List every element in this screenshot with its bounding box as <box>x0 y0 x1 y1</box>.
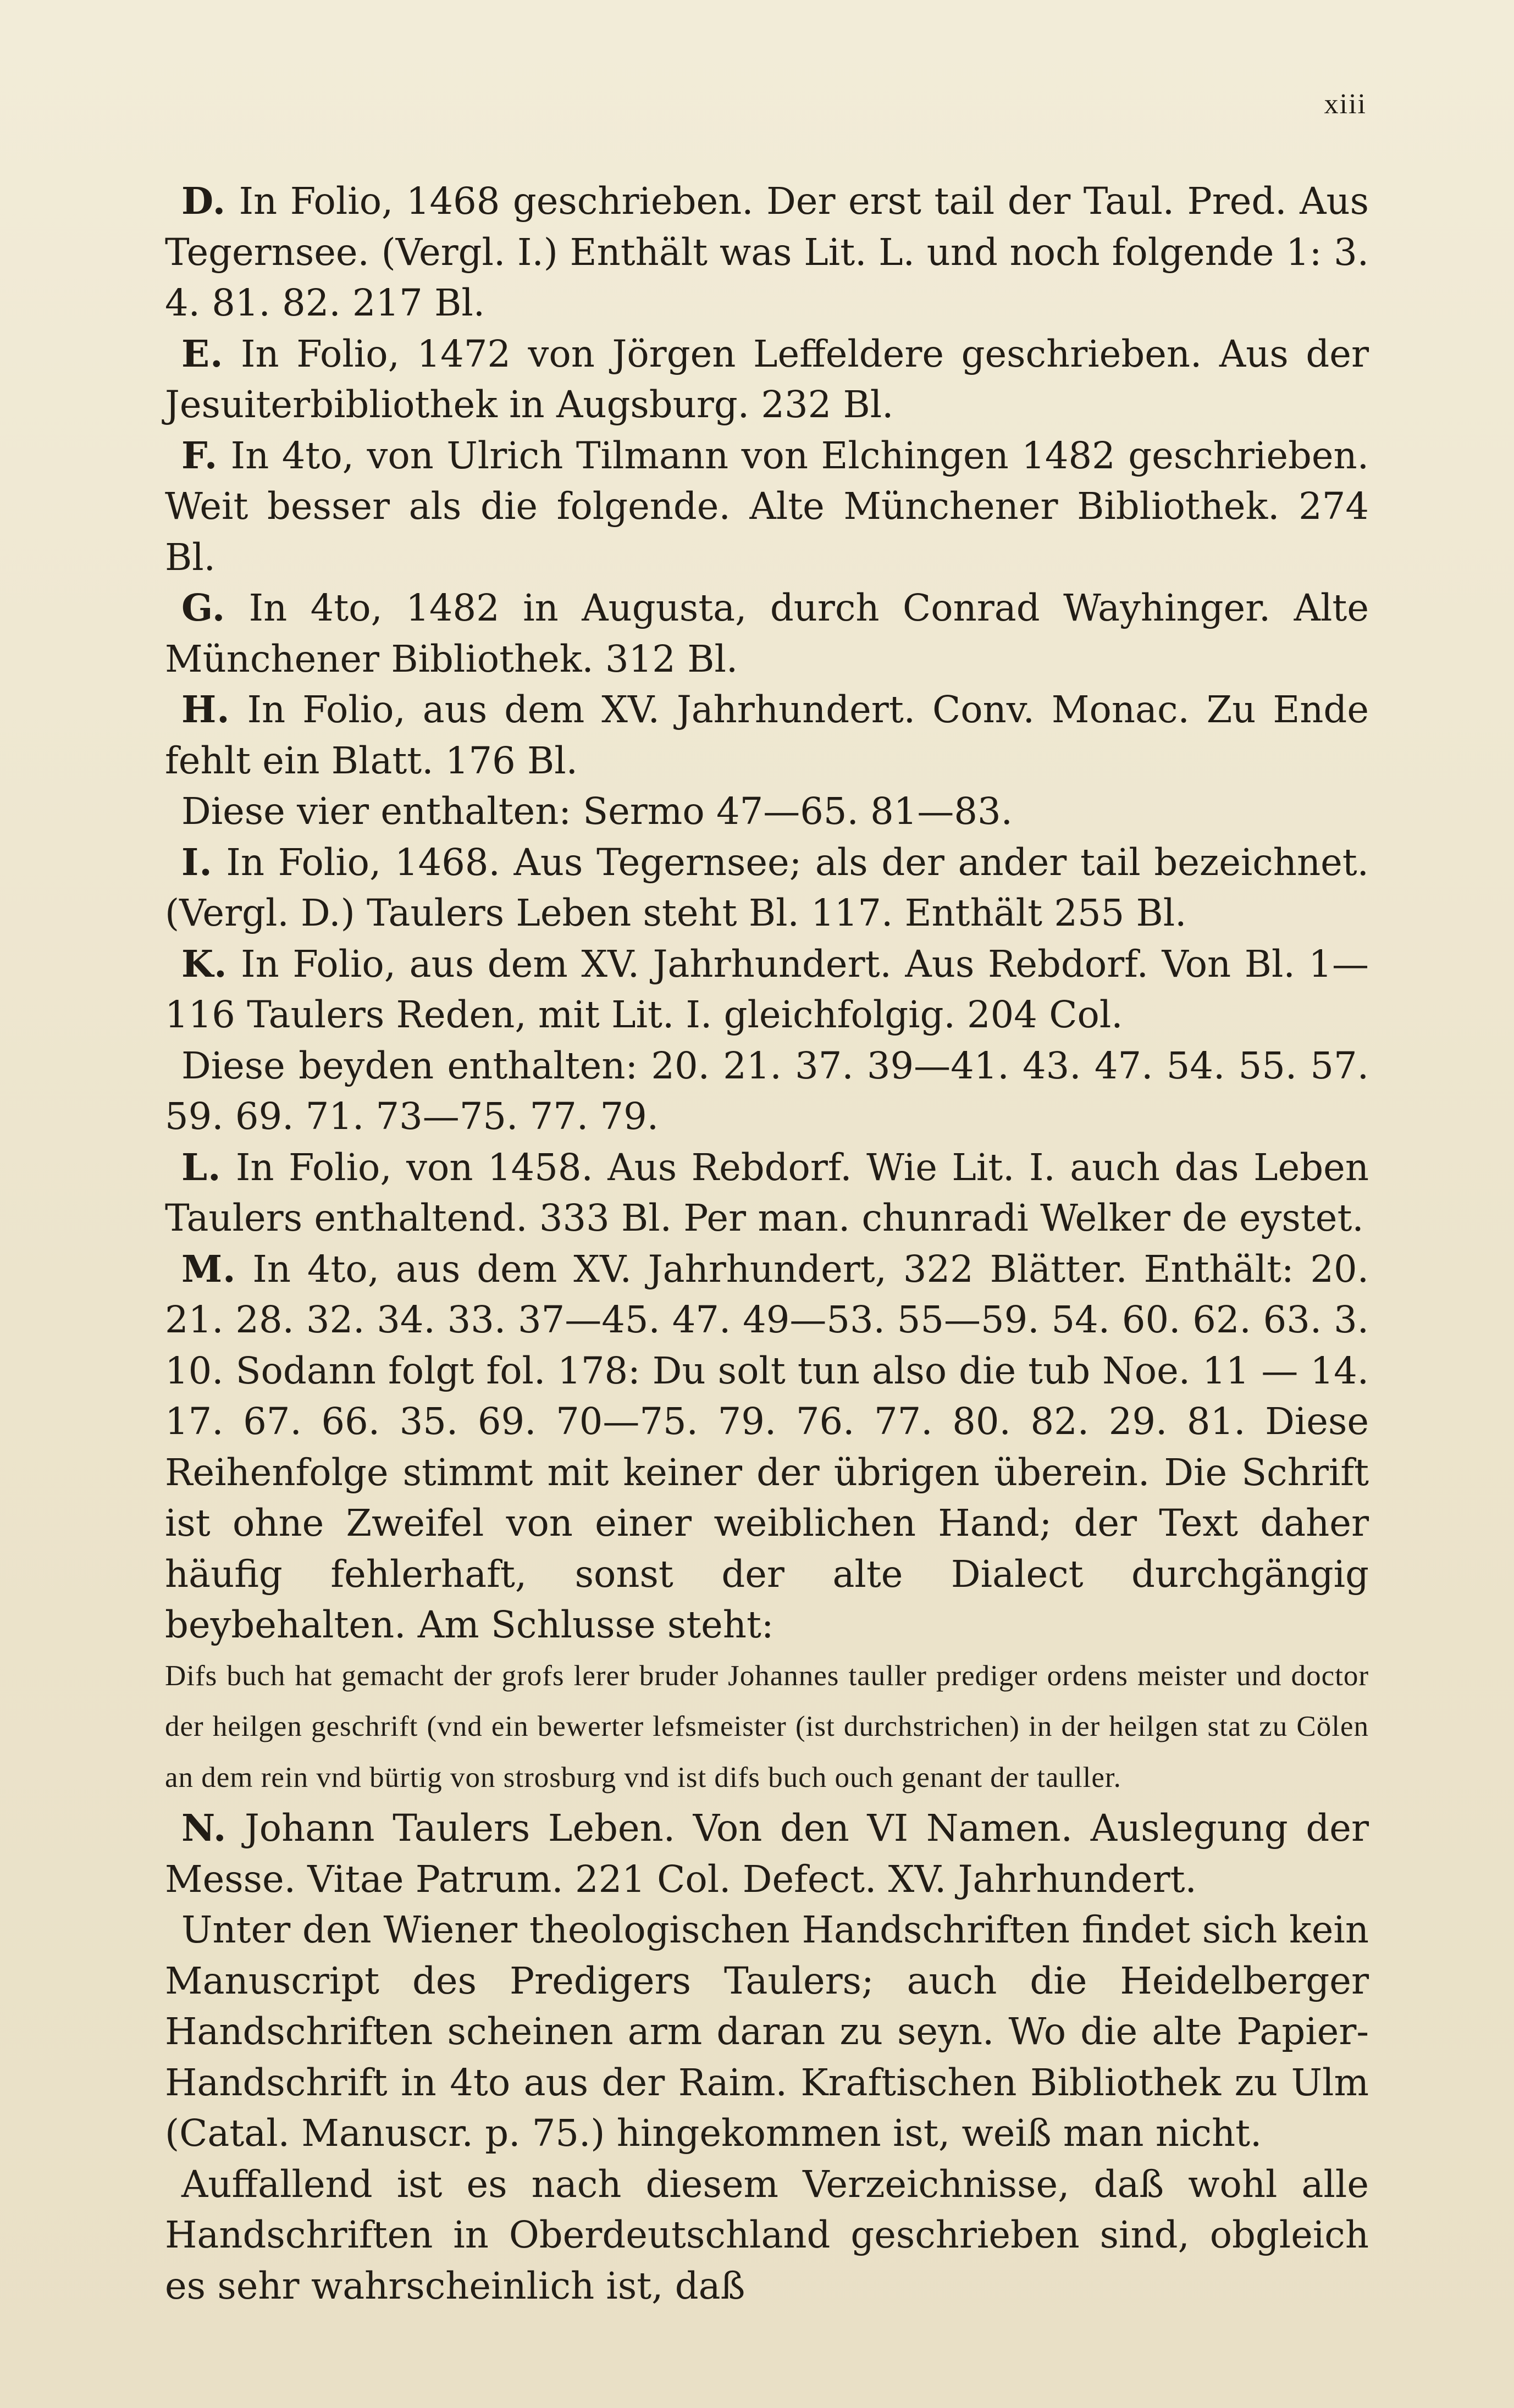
manuscript-entry-l <box>165 1142 1369 1244</box>
entry-text: In Folio, von 1458. Aus Rebdorf. Wie Lit. I. auch das Leben Taulers enthaltend. 333 Bl. Per man. chunradi Welker de eystet. <box>165 1145 1369 1239</box>
manuscript-entry-i <box>165 837 1369 939</box>
entry-text: In 4to, von Ulrich Tilmann von Elchingen 1482 geschrieben. Weit besser als die folgende. Alte Münchener Bibliothek. 274 Bl. <box>165 434 1369 579</box>
summary-i-k: Diese beyden enthalten: 20. 21. 37. 39—41. 43. 47. 54. 55. 57. 59. 69. 71. 73—75. 77. 79. <box>165 1044 1369 1138</box>
summary-d-h: Diese vier enthalten: Sermo 47—65. 81—83. <box>181 790 1013 833</box>
entry-label: I. <box>181 840 213 884</box>
manuscript-entry-f <box>165 430 1369 583</box>
entry-label: K. <box>181 942 228 986</box>
entry-text: In 4to, aus dem XV. Jahrhundert, 322 Blätter. Enthält: 20. 21. 28. 32. 34. 33. 37—45. 47. 49—53. 55—59. 54. 60. 62. 63. 3. 10. Sodann folgt fol. 178: Du solt tun also die tub Noe. 11 — 14. 17. 67. 66. 35. 69. 70—75. 79. 76. 77. 80. 82. 29. 81. Diese Reihenfolge stimmt mit keiner der übrigen überein. Die Schrift ist ohne Zweifel von einer weiblichen Hand; der Text daher häufig fehlerhaft, sonst der alte Dialect durchgängig beybehalten. Am Schlusse steht: <box>165 1247 1369 1646</box>
entry-label: M. <box>181 1247 236 1291</box>
entry-label: F. <box>181 433 218 477</box>
entry-text: Johann Taulers Leben. Von den VI Namen. Auslegung der Messe. Vitae Patrum. 221 Col. Defect. XV. Jahrhundert. <box>165 1807 1369 1901</box>
entry-text: In Folio, 1468 geschrieben. Der erst tail der Taul. Pred. Aus Tegernsee. (Vergl. I.) Enthält was Lit. L. und noch folgende 1: 3. 4. 81. 82. 217 Bl. <box>165 180 1369 324</box>
manuscript-entry-n <box>165 1803 1369 1905</box>
entry-text: In Folio, 1468. Aus Tegernsee; als der ander tail bezeichnet. (Vergl. D.) Taulers Leben steht Bl. 117. Enthält 255 Bl. <box>165 840 1369 934</box>
manuscript-entry-h <box>165 684 1369 786</box>
colophon-quote: Difs buch hat gemacht der grofs lerer bruder Johannes tauller prediger ordens meister und doctor der heilgen geschrift (vnd ein bewerter lefsmeister (ist durchstrichen) in der heilgen stat zu Cölen an dem rein vnd bürtig von strosburg vnd ist difs buch ouch genant der tauller. <box>165 1659 1369 1793</box>
page-body <box>165 176 1369 2311</box>
entry-label: G. <box>181 586 226 629</box>
paragraph-vienna: Unter den Wiener theologischen Handschriften findet sich kein Manuscript des Predigers Taulers; auch die Heidelberger Handschriften scheinen arm daran zu seyn. Wo die alte Papier-Handschrift in 4to aus der Raim. Kraftischen Bibliothek zu Ulm (Catal. Manuscr. p. 75.) hingekommen ist, weiß man nicht. <box>165 1908 1369 2155</box>
entry-label: E. <box>181 331 224 375</box>
entry-label: D. <box>181 179 226 223</box>
paragraph-observation: Auffallend ist es nach diesem Verzeichnisse, daß wohl alle Handschriften in Oberdeutschland geschrieben sind, obgleich es sehr wahrscheinlich ist, daß <box>165 2162 1369 2307</box>
entry-label: N. <box>181 1806 227 1850</box>
page-number: xiii <box>1324 88 1367 120</box>
manuscript-entry-d <box>165 176 1369 329</box>
manuscript-entry-m <box>165 1244 1369 1651</box>
manuscript-entry-k <box>165 939 1369 1040</box>
entry-label: L. <box>181 1145 222 1189</box>
entry-label: H. <box>181 688 230 731</box>
entry-text: In Folio, aus dem XV. Jahrhundert. Aus Rebdorf. Von Bl. 1—116 Taulers Reden, mit Lit. I. gleichfolgig. 204 Col. <box>165 942 1369 1036</box>
entry-text: In Folio, 1472 von Jörgen Leffeldere geschrieben. Aus der Jesuiterbibliothek in Augsburg. 232 Bl. <box>165 332 1369 426</box>
entry-text: In 4to, 1482 in Augusta, durch Conrad Wayhinger. Alte Münchener Bibliothek. 312 Bl. <box>165 586 1369 680</box>
entry-text: In Folio, aus dem XV. Jahrhundert. Conv. Monac. Zu Ende fehlt ein Blatt. 176 Bl. <box>165 688 1369 782</box>
manuscript-entry-g <box>165 583 1369 684</box>
manuscript-entry-e <box>165 329 1369 430</box>
